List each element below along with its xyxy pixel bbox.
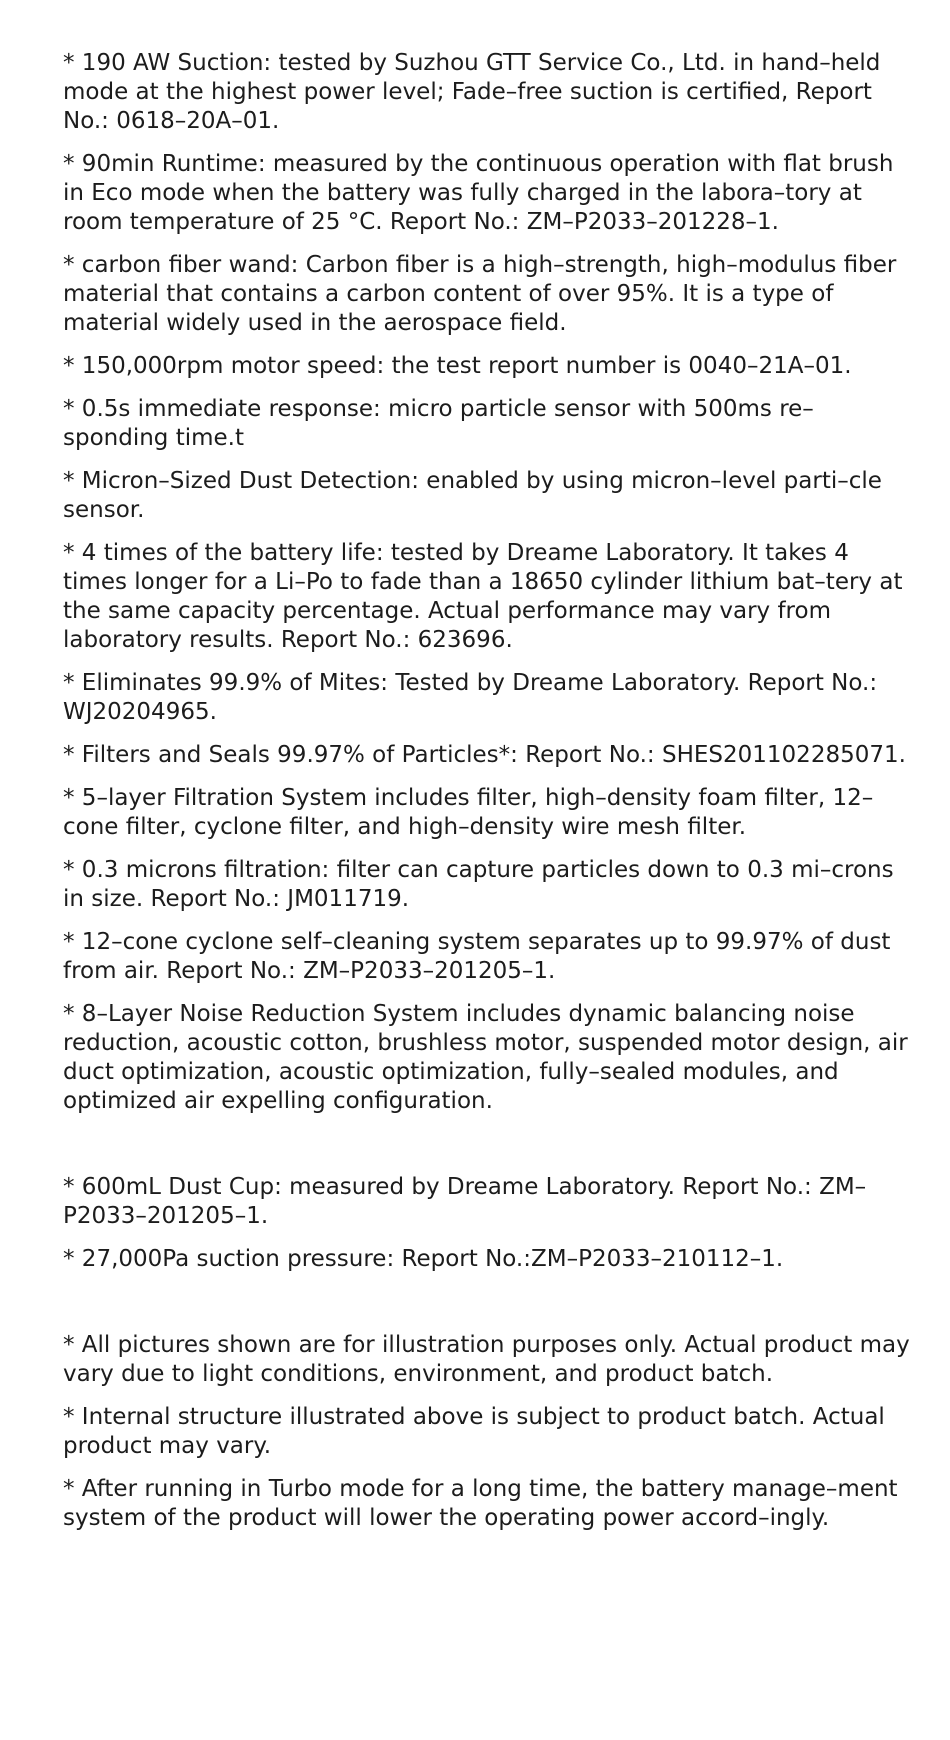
footnote-carbon-fiber-wand: * carbon fiber wand: Carbon fiber is a high–strength, high–modulus fiber material that contains a carbon content of over 95%. It is a type of material widely used in the aerospace field.	[63, 252, 897, 336]
footnote-runtime: * 90min Runtime: measured by the continuous operation with flat brush in Eco mode when the battery was fully charged in the labora–tory at room temperature of 25 °C. Report No.: ZM–P2033–201228–1.	[63, 151, 894, 235]
footnote-group-capacity	[63, 1173, 910, 1274]
footnote-battery-life: * 4 times of the battery life: tested by Dreame Laboratory. It takes 4 times longer for a Li–Po to fade than a 18650 cylinder lithium bat–tery at the same capacity percentage. Actual performance may vary from laboratory results. Report No.: 623696.	[63, 540, 903, 653]
footnote-pictures-disclaimer: * All pictures shown are for illustration purposes only. Actual product may vary due to light conditions, environment, and product batch.	[63, 1332, 910, 1387]
footnote-mites: * Eliminates 99.9% of Mites: Tested by Dreame Laboratory. Report No.: WJ20204965.	[63, 670, 878, 725]
footnote-micron-filtration: * 0.3 microns filtration: filter can capture particles down to 0.3 mi–crons in size. Report No.: JM011719.	[63, 857, 894, 912]
footnote-filtration-system: * 5–layer Filtration System includes filter, high–density foam filter, 12–cone filter, cyclone filter, and high–density wire mesh filter.	[63, 785, 874, 840]
footnote-internal-structure: * Internal structure illustrated above is subject to product batch. Actual product may vary.	[63, 1404, 885, 1459]
footnote-turbo-mode: * After running in Turbo mode for a long time, the battery manage–ment system of the product will lower the operating power accord–ingly.	[63, 1476, 898, 1531]
footnote-cyclone-system: * 12–cone cyclone self–cleaning system separates up to 99.97% of dust from air. Report No.: ZM–P2033–201205–1.	[63, 929, 891, 984]
footnote-filters-seals: * Filters and Seals 99.97% of Particles*: Report No.: SHES201102285071.	[63, 742, 906, 768]
footnote-dust-detection: * Micron–Sized Dust Detection: enabled by using micron–level parti–cle sensor.	[63, 468, 882, 523]
footnote-suction-pressure: * 27,000Pa suction pressure: Report No.:ZM–P2033–210112–1.	[63, 1246, 784, 1272]
footnote-noise-reduction: * 8–Layer Noise Reduction System includes dynamic balancing noise reduction, acoustic cotton, brushless motor, suspended motor design, air duct optimization, acoustic optimization, fully–sealed modules, and optimized air expelling configuration.	[63, 1001, 908, 1114]
footnote-group-disclaimers	[63, 1331, 910, 1533]
footnote-dust-cup: * 600mL Dust Cup: measured by Dreame Laboratory. Report No.: ZM–P2033–201205–1.	[63, 1174, 867, 1229]
footnote-motor-speed: * 150,000rpm motor speed: the test report number is 0040–21A–01.	[63, 353, 852, 379]
footnote-suction: * 190 AW Suction: tested by Suzhou GTT Service Co., Ltd. in hand–held mode at the highest power level; Fade–free suction is certified, Report No.: 0618–20A–01.	[63, 50, 881, 134]
footnote-group-performance	[63, 49, 910, 1116]
footnote-immediate-response: * 0.5s immediate response: micro particle sensor with 500ms re–sponding time.t	[63, 396, 814, 451]
